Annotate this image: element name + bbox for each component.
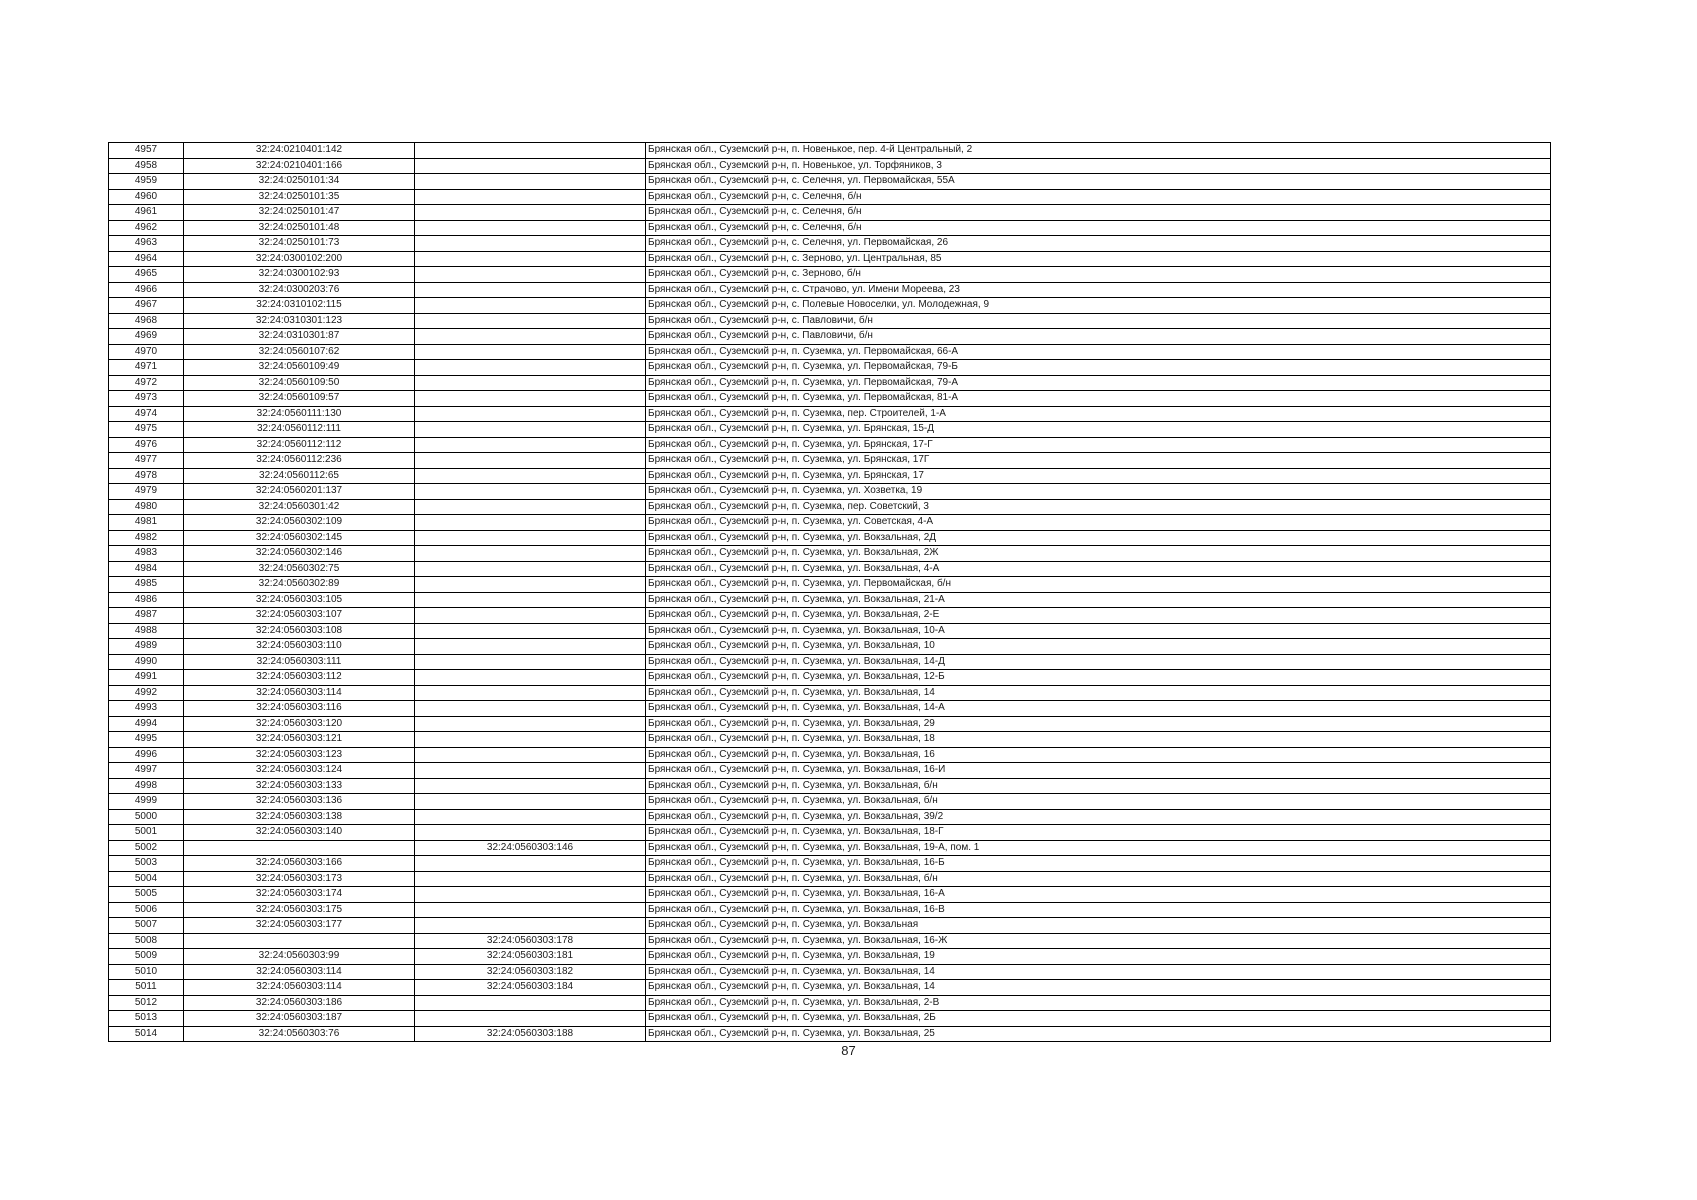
address-cell: Брянская обл., Суземский р-н, п. Суземка, ул. Вокзальная, 10 bbox=[646, 639, 1551, 655]
table-row bbox=[109, 530, 1551, 546]
related-cadastral-number-cell bbox=[415, 251, 646, 267]
row-number-cell: 5002 bbox=[109, 840, 184, 856]
cadastral-number-cell: 32:24:0560303:187 bbox=[184, 1011, 415, 1027]
table-row bbox=[109, 685, 1551, 701]
related-cadastral-number-cell bbox=[415, 763, 646, 779]
cadastral-number-cell bbox=[184, 933, 415, 949]
row-number-cell: 4972 bbox=[109, 375, 184, 391]
related-cadastral-number-cell bbox=[415, 437, 646, 453]
table-row bbox=[109, 298, 1551, 314]
cadastral-number-cell: 32:24:0560303:99 bbox=[184, 949, 415, 965]
table-row bbox=[109, 995, 1551, 1011]
related-cadastral-number-cell bbox=[415, 422, 646, 438]
related-cadastral-number-cell: 32:24:0560303:188 bbox=[415, 1026, 646, 1042]
row-number-cell: 4990 bbox=[109, 654, 184, 670]
row-number-cell: 4970 bbox=[109, 344, 184, 360]
cadastral-number-cell: 32:24:0560302:109 bbox=[184, 515, 415, 531]
table-row bbox=[109, 205, 1551, 221]
table-row bbox=[109, 391, 1551, 407]
address-cell: Брянская обл., Суземский р-н, п. Суземка, пер. Советский, 3 bbox=[646, 499, 1551, 515]
table-row bbox=[109, 375, 1551, 391]
address-cell: Брянская обл., Суземский р-н, с. Зерново, б/н bbox=[646, 267, 1551, 283]
table-row bbox=[109, 1026, 1551, 1042]
cadastral-number-cell: 32:24:0250101:34 bbox=[184, 174, 415, 190]
address-cell: Брянская обл., Суземский р-н, п. Суземка, ул. Вокзальная, б/н bbox=[646, 871, 1551, 887]
table-row bbox=[109, 437, 1551, 453]
row-number-cell: 5011 bbox=[109, 980, 184, 996]
row-number-cell: 4966 bbox=[109, 282, 184, 298]
row-number-cell: 4987 bbox=[109, 608, 184, 624]
table-row bbox=[109, 484, 1551, 500]
address-cell: Брянская обл., Суземский р-н, п. Суземка, ул. Первомайская, б/н bbox=[646, 577, 1551, 593]
cadastral-number-cell: 32:24:0560112:65 bbox=[184, 468, 415, 484]
table-row bbox=[109, 809, 1551, 825]
row-number-cell: 4974 bbox=[109, 406, 184, 422]
related-cadastral-number-cell bbox=[415, 902, 646, 918]
table-row bbox=[109, 701, 1551, 717]
table-row bbox=[109, 902, 1551, 918]
table-row bbox=[109, 871, 1551, 887]
row-number-cell: 4961 bbox=[109, 205, 184, 221]
address-cell: Брянская обл., Суземский р-н, п. Суземка, ул. Вокзальная, 12-Б bbox=[646, 670, 1551, 686]
table-row bbox=[109, 453, 1551, 469]
related-cadastral-number-cell bbox=[415, 267, 646, 283]
address-cell: Брянская обл., Суземский р-н, п. Суземка, ул. Вокзальная, 18-Г bbox=[646, 825, 1551, 841]
cadastral-number-cell: 32:24:0250101:35 bbox=[184, 189, 415, 205]
address-cell: Брянская обл., Суземский р-н, с. Страчово, ул. Имени Мореева, 23 bbox=[646, 282, 1551, 298]
row-number-cell: 4976 bbox=[109, 437, 184, 453]
related-cadastral-number-cell bbox=[415, 406, 646, 422]
address-cell: Брянская обл., Суземский р-н, с. Полевые Новоселки, ул. Молодежная, 9 bbox=[646, 298, 1551, 314]
row-number-cell: 4977 bbox=[109, 453, 184, 469]
cadastral-number-cell: 32:24:0560109:49 bbox=[184, 360, 415, 376]
address-cell: Брянская обл., Суземский р-н, п. Суземка, ул. Вокзальная, 14 bbox=[646, 685, 1551, 701]
row-number-cell: 5012 bbox=[109, 995, 184, 1011]
row-number-cell: 4984 bbox=[109, 561, 184, 577]
row-number-cell: 4997 bbox=[109, 763, 184, 779]
address-cell: Брянская обл., Суземский р-н, п. Суземка, ул. Вокзальная, 16-И bbox=[646, 763, 1551, 779]
row-number-cell: 4963 bbox=[109, 236, 184, 252]
related-cadastral-number-cell bbox=[415, 995, 646, 1011]
table-row bbox=[109, 964, 1551, 980]
cadastral-number-cell: 32:24:0560111:130 bbox=[184, 406, 415, 422]
address-cell: Брянская обл., Суземский р-н, п. Суземка, ул. Брянская, 17 bbox=[646, 468, 1551, 484]
address-cell: Брянская обл., Суземский р-н, п. Суземка, ул. Хозветка, 19 bbox=[646, 484, 1551, 500]
table-row bbox=[109, 174, 1551, 190]
related-cadastral-number-cell bbox=[415, 468, 646, 484]
cadastral-number-cell: 32:24:0560302:75 bbox=[184, 561, 415, 577]
table-row bbox=[109, 220, 1551, 236]
address-cell: Брянская обл., Суземский р-н, п. Суземка, ул. Вокзальная, 2Д bbox=[646, 530, 1551, 546]
row-number-cell: 4962 bbox=[109, 220, 184, 236]
related-cadastral-number-cell bbox=[415, 391, 646, 407]
row-number-cell: 4995 bbox=[109, 732, 184, 748]
related-cadastral-number-cell bbox=[415, 639, 646, 655]
address-cell: Брянская обл., Суземский р-н, п. Суземка, ул. Вокзальная, 2-В bbox=[646, 995, 1551, 1011]
table-row bbox=[109, 949, 1551, 965]
cadastral-number-cell: 32:24:0560303:166 bbox=[184, 856, 415, 872]
address-cell: Брянская обл., Суземский р-н, п. Суземка, ул. Вокзальная, 39/2 bbox=[646, 809, 1551, 825]
cadastral-number-cell: 32:24:0560302:89 bbox=[184, 577, 415, 593]
row-number-cell: 5003 bbox=[109, 856, 184, 872]
cadastral-number-cell: 32:24:0560303:112 bbox=[184, 670, 415, 686]
table-row bbox=[109, 360, 1551, 376]
cadastral-number-cell: 32:24:0560107:62 bbox=[184, 344, 415, 360]
cadastral-number-cell: 32:24:0310102:115 bbox=[184, 298, 415, 314]
row-number-cell: 4968 bbox=[109, 313, 184, 329]
address-cell: Брянская обл., Суземский р-н, п. Суземка, ул. Вокзальная, 4-А bbox=[646, 561, 1551, 577]
table-row bbox=[109, 856, 1551, 872]
address-cell: Брянская обл., Суземский р-н, п. Суземка, ул. Брянская, 17Г bbox=[646, 453, 1551, 469]
table-row bbox=[109, 592, 1551, 608]
address-cell: Брянская обл., Суземский р-н, п. Суземка, ул. Вокзальная, 2-Е bbox=[646, 608, 1551, 624]
table-row bbox=[109, 778, 1551, 794]
related-cadastral-number-cell bbox=[415, 515, 646, 531]
address-cell: Брянская обл., Суземский р-н, п. Суземка, ул. Вокзальная, 14 bbox=[646, 964, 1551, 980]
address-cell: Брянская обл., Суземский р-н, п. Суземка, ул. Первомайская, 79-А bbox=[646, 375, 1551, 391]
table-row bbox=[109, 608, 1551, 624]
table-row bbox=[109, 267, 1551, 283]
cadastral-number-cell: 32:24:0300102:200 bbox=[184, 251, 415, 267]
cadastral-number-cell: 32:24:0560303:136 bbox=[184, 794, 415, 810]
related-cadastral-number-cell bbox=[415, 1011, 646, 1027]
row-number-cell: 4996 bbox=[109, 747, 184, 763]
row-number-cell: 4980 bbox=[109, 499, 184, 515]
cadastral-number-cell: 32:24:0560112:111 bbox=[184, 422, 415, 438]
related-cadastral-number-cell bbox=[415, 561, 646, 577]
related-cadastral-number-cell bbox=[415, 809, 646, 825]
address-cell: Брянская обл., Суземский р-н, п. Суземка, ул. Первомайская, 81-А bbox=[646, 391, 1551, 407]
address-cell: Брянская обл., Суземский р-н, п. Суземка, ул. Брянская, 17-Г bbox=[646, 437, 1551, 453]
address-cell: Брянская обл., Суземский р-н, п. Новенькое, пер. 4-й Центральный, 2 bbox=[646, 143, 1551, 159]
row-number-cell: 5001 bbox=[109, 825, 184, 841]
row-number-cell: 5008 bbox=[109, 933, 184, 949]
row-number-cell: 4985 bbox=[109, 577, 184, 593]
address-cell: Брянская обл., Суземский р-н, с. Павловичи, б/н bbox=[646, 313, 1551, 329]
related-cadastral-number-cell bbox=[415, 375, 646, 391]
table-row bbox=[109, 406, 1551, 422]
related-cadastral-number-cell bbox=[415, 344, 646, 360]
related-cadastral-number-cell bbox=[415, 701, 646, 717]
cadastral-number-cell: 32:24:0310301:87 bbox=[184, 329, 415, 345]
cadastral-number-cell: 32:24:0560109:57 bbox=[184, 391, 415, 407]
row-number-cell: 4982 bbox=[109, 530, 184, 546]
row-number-cell: 4991 bbox=[109, 670, 184, 686]
row-number-cell: 4975 bbox=[109, 422, 184, 438]
address-cell: Брянская обл., Суземский р-н, п. Суземка, пер. Строителей, 1-А bbox=[646, 406, 1551, 422]
related-cadastral-number-cell bbox=[415, 918, 646, 934]
related-cadastral-number-cell: 32:24:0560303:146 bbox=[415, 840, 646, 856]
related-cadastral-number-cell bbox=[415, 360, 646, 376]
address-cell: Брянская обл., Суземский р-н, п. Суземка, ул. Вокзальная, 16-В bbox=[646, 902, 1551, 918]
address-cell: Брянская обл., Суземский р-н, с. Селечня, ул. Первомайская, 55А bbox=[646, 174, 1551, 190]
address-cell: Брянская обл., Суземский р-н, п. Суземка, ул. Вокзальная, 16 bbox=[646, 747, 1551, 763]
related-cadastral-number-cell bbox=[415, 794, 646, 810]
address-cell: Брянская обл., Суземский р-н, с. Зерново, ул. Центральная, 85 bbox=[646, 251, 1551, 267]
cadastral-number-cell: 32:24:0560303:110 bbox=[184, 639, 415, 655]
address-cell: Брянская обл., Суземский р-н, п. Суземка, ул. Вокзальная, 19-А, пом. 1 bbox=[646, 840, 1551, 856]
related-cadastral-number-cell bbox=[415, 298, 646, 314]
related-cadastral-number-cell bbox=[415, 453, 646, 469]
address-cell: Брянская обл., Суземский р-н, п. Суземка, ул. Вокзальная, 10-А bbox=[646, 623, 1551, 639]
row-number-cell: 5005 bbox=[109, 887, 184, 903]
table-row bbox=[109, 794, 1551, 810]
related-cadastral-number-cell bbox=[415, 685, 646, 701]
table-row bbox=[109, 329, 1551, 345]
cadastral-number-cell: 32:24:0560303:121 bbox=[184, 732, 415, 748]
address-cell: Брянская обл., Суземский р-н, с. Селечня, ул. Первомайская, 26 bbox=[646, 236, 1551, 252]
row-number-cell: 4964 bbox=[109, 251, 184, 267]
related-cadastral-number-cell bbox=[415, 871, 646, 887]
cadastral-number-cell: 32:24:0560112:236 bbox=[184, 453, 415, 469]
related-cadastral-number-cell bbox=[415, 577, 646, 593]
row-number-cell: 5009 bbox=[109, 949, 184, 965]
table-row bbox=[109, 236, 1551, 252]
row-number-cell: 4960 bbox=[109, 189, 184, 205]
row-number-cell: 4988 bbox=[109, 623, 184, 639]
row-number-cell: 4981 bbox=[109, 515, 184, 531]
cadastral-number-cell: 32:24:0250101:48 bbox=[184, 220, 415, 236]
table-row bbox=[109, 499, 1551, 515]
cadastral-number-cell bbox=[184, 840, 415, 856]
address-cell: Брянская обл., Суземский р-н, с. Селечня, б/н bbox=[646, 205, 1551, 221]
table-row bbox=[109, 918, 1551, 934]
cadastral-number-cell: 32:24:0300102:93 bbox=[184, 267, 415, 283]
cadastral-number-cell: 32:24:0560303:175 bbox=[184, 902, 415, 918]
address-cell: Брянская обл., Суземский р-н, п. Суземка, ул. Брянская, 15-Д bbox=[646, 422, 1551, 438]
related-cadastral-number-cell bbox=[415, 282, 646, 298]
related-cadastral-number-cell bbox=[415, 592, 646, 608]
cadastral-number-cell: 32:24:0560303:114 bbox=[184, 964, 415, 980]
cadastral-number-cell: 32:24:0210401:166 bbox=[184, 158, 415, 174]
row-number-cell: 4998 bbox=[109, 778, 184, 794]
related-cadastral-number-cell bbox=[415, 499, 646, 515]
row-number-cell: 4973 bbox=[109, 391, 184, 407]
address-cell: Брянская обл., Суземский р-н, п. Суземка, ул. Вокзальная, б/н bbox=[646, 794, 1551, 810]
related-cadastral-number-cell bbox=[415, 546, 646, 562]
table-row bbox=[109, 344, 1551, 360]
related-cadastral-number-cell bbox=[415, 825, 646, 841]
table-row bbox=[109, 561, 1551, 577]
related-cadastral-number-cell bbox=[415, 174, 646, 190]
address-cell: Брянская обл., Суземский р-н, п. Суземка, ул. Вокзальная, 21-А bbox=[646, 592, 1551, 608]
address-cell: Брянская обл., Суземский р-н, п. Суземка, ул. Вокзальная, 2Б bbox=[646, 1011, 1551, 1027]
table-row bbox=[109, 887, 1551, 903]
table-row bbox=[109, 251, 1551, 267]
address-cell: Брянская обл., Суземский р-н, с. Селечня, б/н bbox=[646, 189, 1551, 205]
related-cadastral-number-cell bbox=[415, 670, 646, 686]
cadastral-number-cell: 32:24:0560303:123 bbox=[184, 747, 415, 763]
page-number: 87 bbox=[841, 1043, 856, 1058]
cadastral-number-cell: 32:24:0560303:114 bbox=[184, 980, 415, 996]
related-cadastral-number-cell bbox=[415, 158, 646, 174]
address-cell: Брянская обл., Суземский р-н, с. Селечня, б/н bbox=[646, 220, 1551, 236]
address-cell: Брянская обл., Суземский р-н, п. Суземка, ул. Вокзальная, 19 bbox=[646, 949, 1551, 965]
cadastral-number-cell: 32:24:0560303:116 bbox=[184, 701, 415, 717]
cadastral-number-cell: 32:24:0560302:145 bbox=[184, 530, 415, 546]
cadastral-number-cell: 32:24:0250101:73 bbox=[184, 236, 415, 252]
related-cadastral-number-cell bbox=[415, 313, 646, 329]
cadastral-number-cell: 32:24:0560301:42 bbox=[184, 499, 415, 515]
related-cadastral-number-cell: 32:24:0560303:182 bbox=[415, 964, 646, 980]
address-cell: Брянская обл., Суземский р-н, п. Суземка, ул. Вокзальная, 16-Ж bbox=[646, 933, 1551, 949]
related-cadastral-number-cell bbox=[415, 189, 646, 205]
row-number-cell: 4957 bbox=[109, 143, 184, 159]
table-row bbox=[109, 639, 1551, 655]
table-row bbox=[109, 654, 1551, 670]
address-cell: Брянская обл., Суземский р-н, п. Суземка, ул. Вокзальная, 18 bbox=[646, 732, 1551, 748]
row-number-cell: 4983 bbox=[109, 546, 184, 562]
cadastral-number-cell: 32:24:0560303:76 bbox=[184, 1026, 415, 1042]
cadastral-number-cell: 32:24:0210401:142 bbox=[184, 143, 415, 159]
table-row bbox=[109, 189, 1551, 205]
row-number-cell: 4965 bbox=[109, 267, 184, 283]
registry-table bbox=[108, 142, 1551, 1042]
related-cadastral-number-cell bbox=[415, 887, 646, 903]
cadastral-number-cell: 32:24:0300203:76 bbox=[184, 282, 415, 298]
cadastral-number-cell: 32:24:0560303:107 bbox=[184, 608, 415, 624]
related-cadastral-number-cell: 32:24:0560303:184 bbox=[415, 980, 646, 996]
cadastral-number-cell: 32:24:0560303:124 bbox=[184, 763, 415, 779]
address-cell: Брянская обл., Суземский р-н, п. Суземка, ул. Вокзальная, 14-Д bbox=[646, 654, 1551, 670]
related-cadastral-number-cell bbox=[415, 205, 646, 221]
table-row bbox=[109, 158, 1551, 174]
cadastral-number-cell: 32:24:0310301:123 bbox=[184, 313, 415, 329]
cadastral-number-cell: 32:24:0560303:140 bbox=[184, 825, 415, 841]
row-number-cell: 5010 bbox=[109, 964, 184, 980]
row-number-cell: 4994 bbox=[109, 716, 184, 732]
address-cell: Брянская обл., Суземский р-н, п. Суземка, ул. Вокзальная, б/н bbox=[646, 778, 1551, 794]
related-cadastral-number-cell bbox=[415, 220, 646, 236]
table-row bbox=[109, 143, 1551, 159]
related-cadastral-number-cell bbox=[415, 530, 646, 546]
table-row bbox=[109, 732, 1551, 748]
row-number-cell: 4967 bbox=[109, 298, 184, 314]
table-row bbox=[109, 577, 1551, 593]
table-row bbox=[109, 1011, 1551, 1027]
cadastral-number-cell: 32:24:0560303:174 bbox=[184, 887, 415, 903]
address-cell: Брянская обл., Суземский р-н, п. Суземка, ул. Вокзальная, 16-А bbox=[646, 887, 1551, 903]
related-cadastral-number-cell bbox=[415, 856, 646, 872]
table-row bbox=[109, 546, 1551, 562]
table-row bbox=[109, 716, 1551, 732]
cadastral-number-cell: 32:24:0560303:186 bbox=[184, 995, 415, 1011]
cadastral-number-cell: 32:24:0560303:177 bbox=[184, 918, 415, 934]
row-number-cell: 4959 bbox=[109, 174, 184, 190]
related-cadastral-number-cell bbox=[415, 732, 646, 748]
table-row bbox=[109, 980, 1551, 996]
related-cadastral-number-cell bbox=[415, 654, 646, 670]
table-row bbox=[109, 313, 1551, 329]
related-cadastral-number-cell bbox=[415, 329, 646, 345]
related-cadastral-number-cell bbox=[415, 778, 646, 794]
row-number-cell: 5014 bbox=[109, 1026, 184, 1042]
related-cadastral-number-cell bbox=[415, 143, 646, 159]
address-cell: Брянская обл., Суземский р-н, п. Суземка, ул. Вокзальная, 14 bbox=[646, 980, 1551, 996]
row-number-cell: 4969 bbox=[109, 329, 184, 345]
related-cadastral-number-cell bbox=[415, 608, 646, 624]
cadastral-number-cell: 32:24:0560303:108 bbox=[184, 623, 415, 639]
cadastral-number-cell: 32:24:0250101:47 bbox=[184, 205, 415, 221]
address-cell: Брянская обл., Суземский р-н, с. Павловичи, б/н bbox=[646, 329, 1551, 345]
related-cadastral-number-cell bbox=[415, 236, 646, 252]
row-number-cell: 4992 bbox=[109, 685, 184, 701]
cadastral-number-cell: 32:24:0560303:105 bbox=[184, 592, 415, 608]
row-number-cell: 4979 bbox=[109, 484, 184, 500]
row-number-cell: 5006 bbox=[109, 902, 184, 918]
related-cadastral-number-cell bbox=[415, 484, 646, 500]
cadastral-number-cell: 32:24:0560302:146 bbox=[184, 546, 415, 562]
table-row bbox=[109, 840, 1551, 856]
cadastral-number-cell: 32:24:0560303:111 bbox=[184, 654, 415, 670]
related-cadastral-number-cell bbox=[415, 747, 646, 763]
address-cell: Брянская обл., Суземский р-н, п. Суземка, ул. Первомайская, 66-А bbox=[646, 344, 1551, 360]
address-cell: Брянская обл., Суземский р-н, п. Суземка, ул. Вокзальная, 25 bbox=[646, 1026, 1551, 1042]
row-number-cell: 5004 bbox=[109, 871, 184, 887]
row-number-cell: 5007 bbox=[109, 918, 184, 934]
table-row bbox=[109, 282, 1551, 298]
address-cell: Брянская обл., Суземский р-н, п. Суземка, ул. Вокзальная, 29 bbox=[646, 716, 1551, 732]
cadastral-number-cell: 32:24:0560303:114 bbox=[184, 685, 415, 701]
address-cell: Брянская обл., Суземский р-н, п. Суземка, ул. Советская, 4-А bbox=[646, 515, 1551, 531]
cadastral-number-cell: 32:24:0560303:138 bbox=[184, 809, 415, 825]
address-cell: Брянская обл., Суземский р-н, п. Суземка, ул. Вокзальная bbox=[646, 918, 1551, 934]
related-cadastral-number-cell bbox=[415, 716, 646, 732]
address-cell: Брянская обл., Суземский р-н, п. Новенькое, ул. Торфяников, 3 bbox=[646, 158, 1551, 174]
cadastral-number-cell: 32:24:0560303:173 bbox=[184, 871, 415, 887]
address-cell: Брянская обл., Суземский р-н, п. Суземка, ул. Первомайская, 79-Б bbox=[646, 360, 1551, 376]
row-number-cell: 4989 bbox=[109, 639, 184, 655]
row-number-cell: 4978 bbox=[109, 468, 184, 484]
table-row bbox=[109, 763, 1551, 779]
table-row bbox=[109, 623, 1551, 639]
cadastral-number-cell: 32:24:0560109:50 bbox=[184, 375, 415, 391]
table-row bbox=[109, 747, 1551, 763]
row-number-cell: 4999 bbox=[109, 794, 184, 810]
row-number-cell: 4971 bbox=[109, 360, 184, 376]
address-cell: Брянская обл., Суземский р-н, п. Суземка, ул. Вокзальная, 2Ж bbox=[646, 546, 1551, 562]
row-number-cell: 5013 bbox=[109, 1011, 184, 1027]
related-cadastral-number-cell: 32:24:0560303:178 bbox=[415, 933, 646, 949]
related-cadastral-number-cell: 32:24:0560303:181 bbox=[415, 949, 646, 965]
cadastral-number-cell: 32:24:0560303:120 bbox=[184, 716, 415, 732]
table-row bbox=[109, 468, 1551, 484]
table-row bbox=[109, 933, 1551, 949]
row-number-cell: 5000 bbox=[109, 809, 184, 825]
address-cell: Брянская обл., Суземский р-н, п. Суземка, ул. Вокзальная, 16-Б bbox=[646, 856, 1551, 872]
table-row bbox=[109, 825, 1551, 841]
row-number-cell: 4958 bbox=[109, 158, 184, 174]
table-row bbox=[109, 670, 1551, 686]
cadastral-number-cell: 32:24:0560112:112 bbox=[184, 437, 415, 453]
table-row bbox=[109, 515, 1551, 531]
related-cadastral-number-cell bbox=[415, 623, 646, 639]
cadastral-number-cell: 32:24:0560303:133 bbox=[184, 778, 415, 794]
row-number-cell: 4986 bbox=[109, 592, 184, 608]
registry-table-body bbox=[109, 143, 1551, 1042]
address-cell: Брянская обл., Суземский р-н, п. Суземка, ул. Вокзальная, 14-А bbox=[646, 701, 1551, 717]
cadastral-number-cell: 32:24:0560201:137 bbox=[184, 484, 415, 500]
table-row bbox=[109, 422, 1551, 438]
row-number-cell: 4993 bbox=[109, 701, 184, 717]
